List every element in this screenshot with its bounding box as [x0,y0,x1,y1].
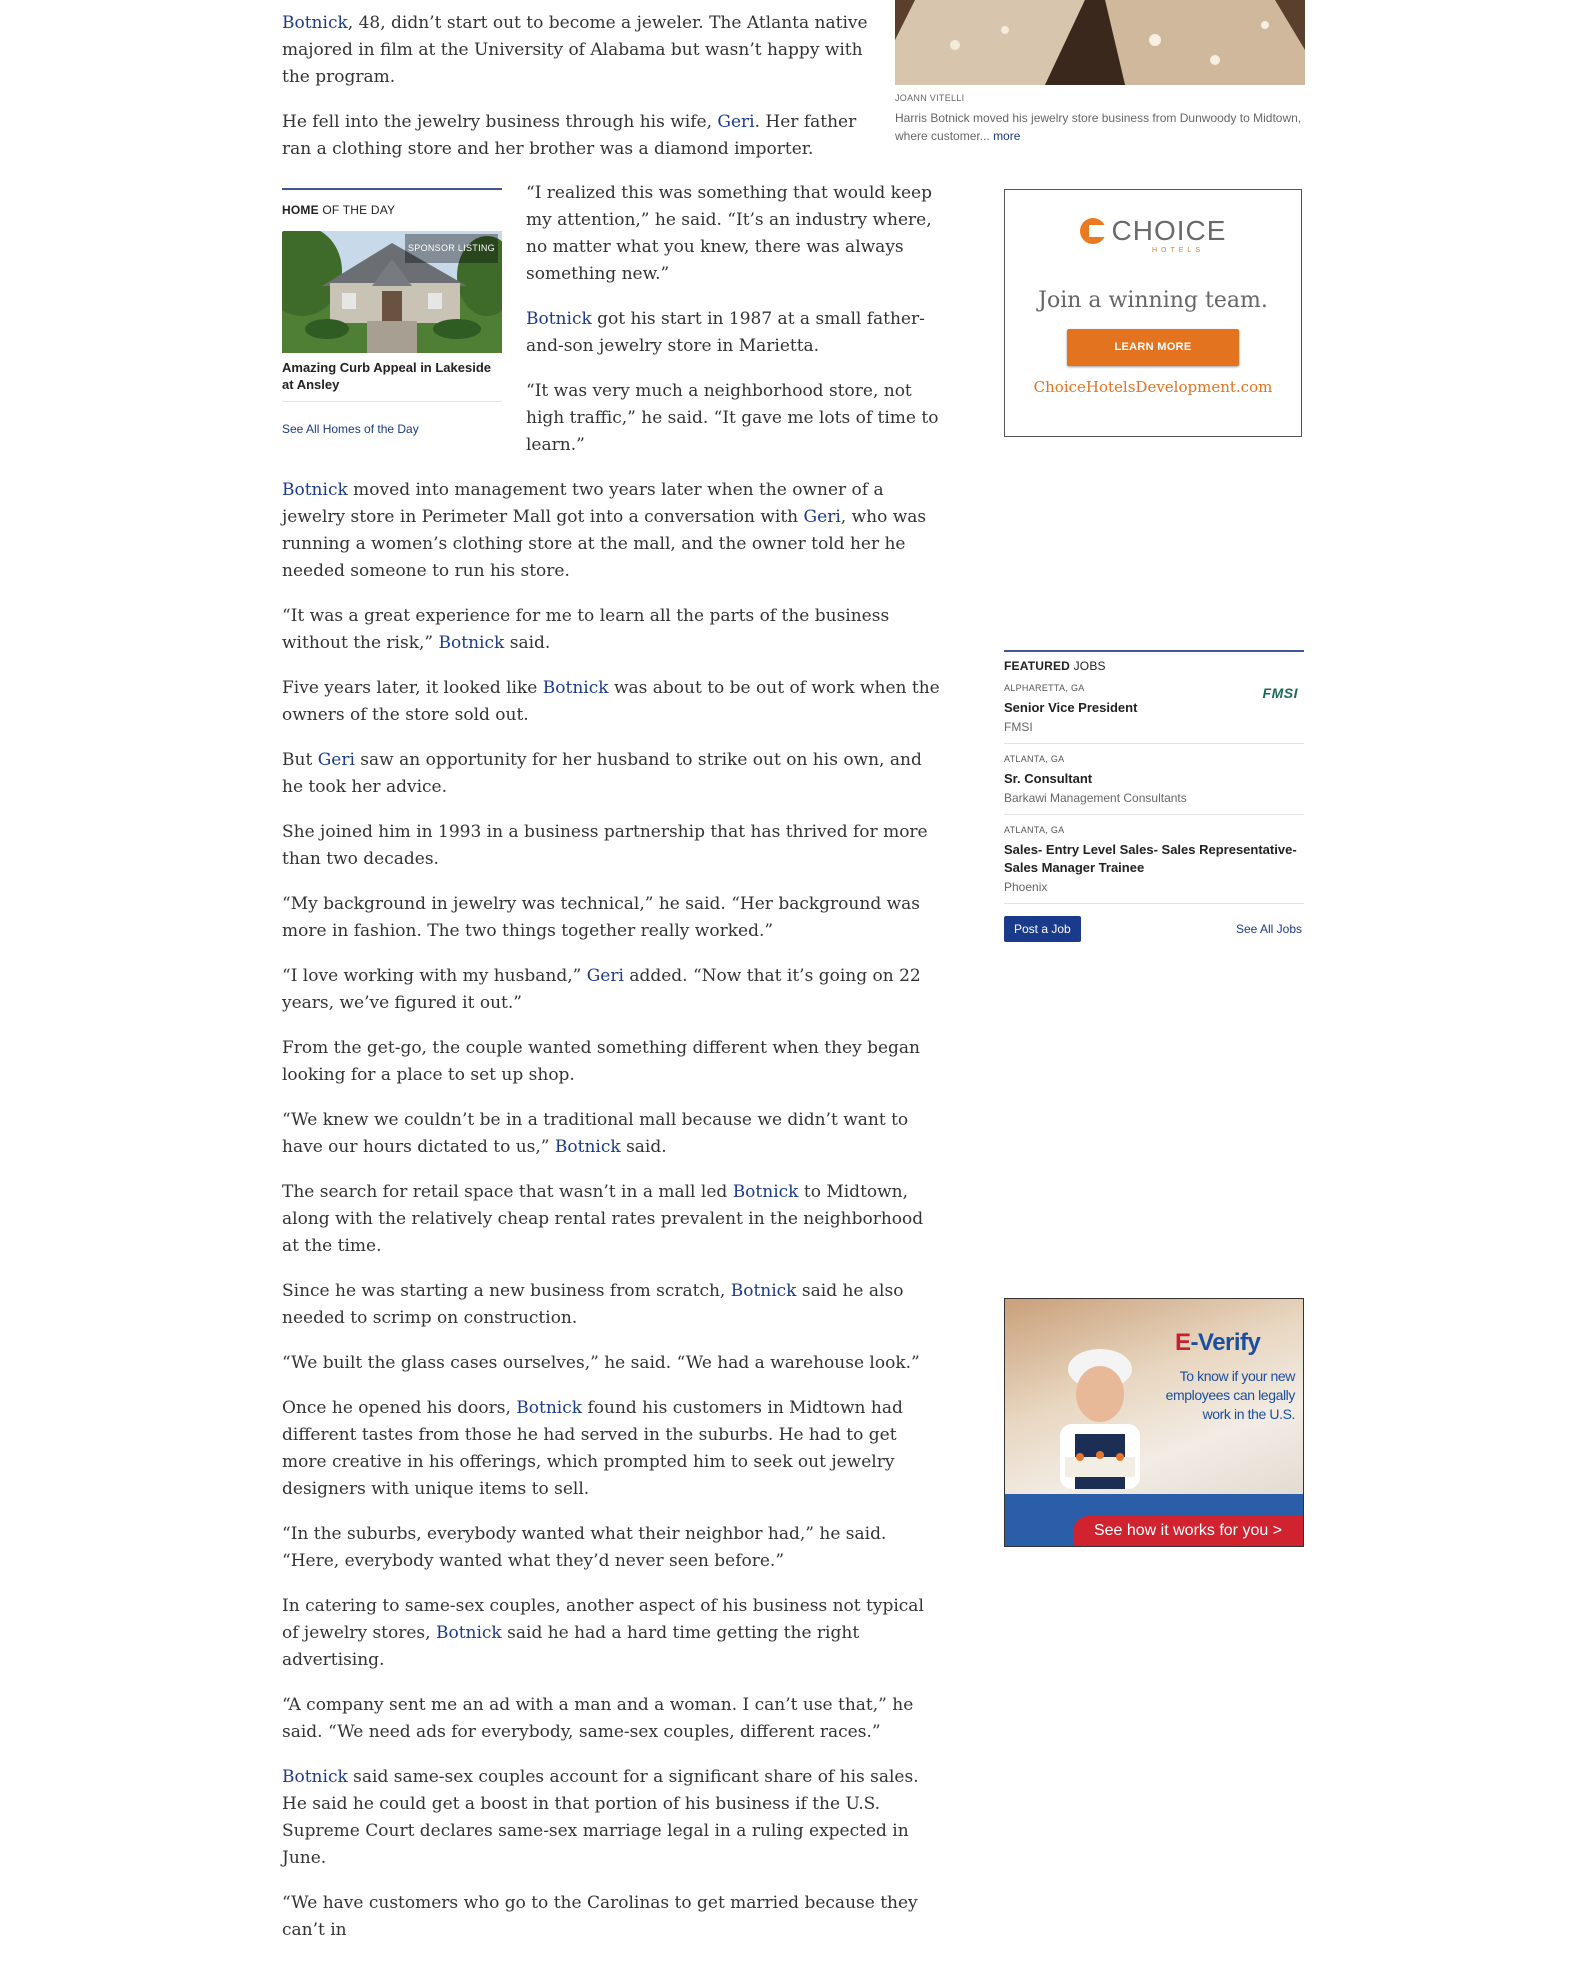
choice-wordmark: CHOICE [1111,215,1227,246]
learn-more-button[interactable]: LEARN MORE [1067,329,1239,366]
heading-rest: OF THE DAY [318,203,396,217]
jewelry-store-photo[interactable] [895,0,1305,85]
choice-tagline: Join a winning team. [1038,288,1268,313]
article-paragraph: Botnick got his start in 1987 at a small father-and-son jewelry store in Marietta. [526,309,925,356]
everify-ad[interactable] [1004,1298,1304,1547]
job-location: ATLANTA, GA [1004,825,1065,835]
article-paragraph: She joined him in 1993 in a business partnership that has thrived for more than two decades. [282,822,928,869]
job-company: Barkawi Management Consultants [1004,791,1187,805]
everify-logo-rest: -Verify [1190,1329,1261,1356]
jobs-footer [1004,916,1304,942]
photo-caption [895,109,1305,145]
fmsi-logo: FMSI [1262,685,1298,701]
home-photo[interactable] [282,231,502,353]
photo-caption-text: Harris Botnick moved his jewelry store business from Dunwoody to Midtown, where customer... [895,111,1302,143]
heading-bold: FEATURED [1004,659,1071,673]
article-paragraph: “A company sent me an ad with a man and a woman. I can’t use that,” he said. “We need ads for everybody, same-sex couples, different races.” [282,1695,914,1742]
article-paragraph: “In the suburbs, everybody wanted what their neighbor had,” he said. “Here, everybody wanted what they’d never seen before.” [282,1524,887,1571]
see-all-jobs-link[interactable]: See All Jobs [1235,922,1302,936]
person-link[interactable]: Geri [317,750,355,770]
article-paragraph: “I realized this was something that would keep my attention,” he said. “It’s an industry where, no matter what you knew, there was always something new.” [526,183,932,284]
home-of-the-day-heading [282,190,502,224]
everify-pitch: To know if your new employees can legally work in the U.S. [1165,1368,1295,1422]
article-paragraph: “We built the glass cases ourselves,” he said. “We had a warehouse look.” [282,1353,920,1373]
choice-logo [1005,217,1301,245]
home-of-the-day-widget [282,188,502,443]
job-listing[interactable] [1004,815,1304,904]
everify-logo-e: E [1175,1329,1191,1356]
person-link[interactable]: Geri [803,507,841,527]
article-paragraph: Five years later, it looked like Botnick was about to be out of work when the owners of the store sold out. [282,678,940,725]
article-paragraph: “I love working with my husband,” Geri added. “Now that it’s going on 22 years, we’ve figured it out.” [282,966,921,1013]
job-title[interactable]: Sales- Entry Level Sales- Sales Representative- Sales Manager Trainee [1004,842,1297,875]
article-paragraphs [282,180,942,1944]
everify-logo [1175,1329,1260,1357]
caption-more-link[interactable]: more [993,129,1021,143]
article-paragraph: “My background in jewelry was technical,” he said. “Her background was more in fashion. The two things together really worked.” [282,894,921,941]
post-a-job-button[interactable]: Post a Job [1004,916,1081,942]
sponsor-listing-label: SPONSOR LISTING [405,234,498,263]
job-company: Phoenix [1004,880,1048,894]
person-link[interactable]: Botnick [732,1182,799,1202]
article-paragraph: Botnick, 48, didn’t start out to become a jeweler. The Atlanta native majored in film at the University of Alabama but wasn’t happy with the program. [282,13,868,87]
article-paragraph: “We have customers who go to the Carolinas to get married because they can’t in [282,1893,918,1940]
article-paragraph: “It was a great experience for me to learn all the parts of the business without the risk,” Botnick said. [282,606,890,653]
article-paragraph: The search for retail space that wasn’t in a mall led Botnick to Midtown, along with the relatively cheap rental rates prevalent in the neighborhood at the time. [282,1182,924,1256]
article-paragraph: “We knew we couldn’t be in a traditional mall because we didn’t want to have our hours dictated to us,” Botnick said. [282,1110,909,1157]
featured-jobs-widget [1004,650,1304,942]
person-link[interactable]: Botnick [526,309,592,329]
heading-rest: JOBS [1070,659,1106,673]
job-company: FMSI [1004,720,1033,734]
heading-bold: HOME [282,203,319,217]
person-link[interactable]: Botnick [554,1137,621,1157]
job-listing[interactable] [1004,673,1304,744]
job-title[interactable]: Senior Vice President [1004,700,1138,715]
person-link[interactable]: Botnick [282,1767,348,1787]
article-paragraph: Since he was starting a new business from scratch, Botnick said he also needed to scrimp on construction. [282,1281,904,1328]
article-paragraph: Botnick moved into management two years later when the owner of a jewelry store in Perimeter Mall got into a conversation with Geri, who was running a women’s clothing store at the mall, and the owner told her he needed someone to run his store. [282,480,927,581]
person-link[interactable]: Botnick [282,13,348,33]
person-link[interactable]: Geri [586,966,624,986]
article-paragraph: But Geri saw an opportunity for her husband to strike out on his own, and he took her advice. [282,750,922,797]
job-location: ALPHARETTA, GA [1004,683,1085,693]
job-title[interactable]: Sr. Consultant [1004,771,1093,786]
choice-logo-icon [1080,218,1106,244]
article-paragraph: He fell into the jewelry business through his wife, Geri. Her father ran a clothing store and her brother was a diamond importer. [282,112,857,159]
article-paragraph: Once he opened his doors, Botnick found his customers in Midtown had different tastes from those he had served in the suburbs. He had to get more creative in his offerings, which prompted him to seek out jewelry designers with unique items to sell. [282,1398,903,1499]
person-link[interactable]: Botnick [435,1623,502,1643]
choice-subbrand: HOTELS [1151,247,1204,254]
choice-url-link[interactable]: ChoiceHotelsDevelopment.com [1033,378,1273,396]
article-paragraph: “It was very much a neighborhood store, not high traffic,” he said. “It gave me lots of time to learn.” [526,381,939,455]
person-link[interactable]: Botnick [542,678,609,698]
article-intro [282,10,877,181]
person-link[interactable]: Botnick [730,1281,797,1301]
job-listing[interactable] [1004,744,1304,815]
baker-illustration [1045,1339,1155,1489]
person-link[interactable]: Botnick [282,480,348,500]
person-link[interactable]: Geri [717,112,755,132]
person-link[interactable]: Botnick [438,633,505,653]
featured-jobs-heading [1004,652,1304,673]
choice-hotels-ad[interactable] [1004,189,1302,437]
article-paragraph: From the get-go, the couple wanted something different when they began looking for a place to set up shop. [282,1038,921,1085]
person-link[interactable]: Botnick [516,1398,583,1418]
article-paragraph: Botnick said same-sex couples account for a significant share of his sales. He said he could get a boost in that portion of his business if the U.S. Supreme Court declares same-sex marriage legal in a ruling expected in June. [282,1767,919,1868]
photo-credit: JOANN VITELLI [895,93,965,103]
see-all-homes-link[interactable]: See All Homes of the Day [282,422,419,436]
home-caption-link[interactable]: Amazing Curb Appeal in Lakeside at Ansley [282,359,502,402]
article-paragraph: In catering to same-sex couples, another aspect of his business not typical of jewelry stores, Botnick said he had a hard time getting the right advertising. [282,1596,924,1670]
article-body [282,180,942,1962]
job-location: ATLANTA, GA [1004,754,1065,764]
everify-cta-button[interactable]: See how it works for you > [1073,1516,1303,1546]
article-photo-block [895,0,1305,145]
